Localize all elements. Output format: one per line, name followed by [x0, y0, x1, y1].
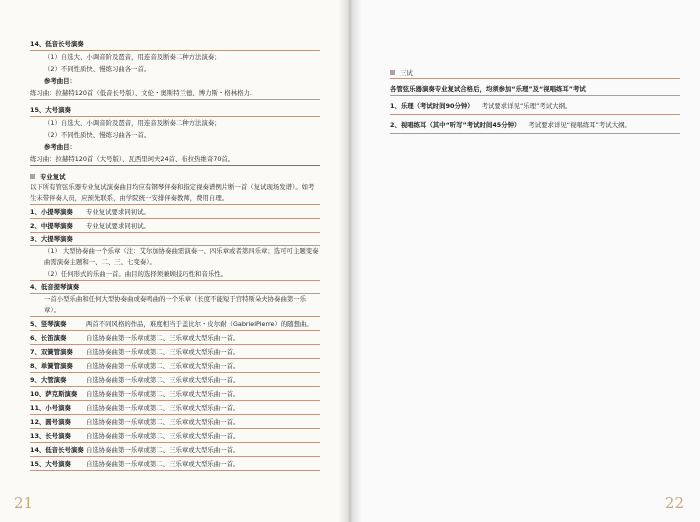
item-text: 自选协奏曲第一乐章或第二、三乐章或大型乐曲一首。 — [86, 404, 240, 412]
section-heading-label: 专业复试 — [40, 172, 66, 181]
requirement-line: （2）不同性质快、慢练习曲各一首。 — [44, 65, 151, 73]
list-item — [30, 345, 320, 359]
list-item — [30, 205, 320, 219]
item-label: 14、低音长号演奏 — [30, 446, 84, 454]
item-label: 1、小提琴演奏 — [30, 208, 73, 216]
list-item — [30, 387, 320, 401]
list-item — [30, 429, 320, 443]
item-label: 7、双簧管演奏 — [30, 348, 73, 356]
item-text: 自选协奏曲第一乐章或第二、三乐章或大型乐曲一首。 — [86, 418, 240, 426]
item-text: 考试要求详见“视唱练耳”考试大纲。 — [528, 120, 631, 129]
list-item — [30, 373, 320, 387]
section-heading-label: 三试 — [400, 68, 413, 77]
item-text: 自选协奏曲第一乐章或第二、三乐章或大型乐曲一首。 — [86, 446, 240, 454]
item-label: 15、大号演奏 — [30, 460, 71, 468]
item-label: 12、圆号演奏 — [30, 418, 71, 426]
page-number: 22 — [664, 494, 684, 512]
section-title: 15、大号演奏 — [30, 104, 320, 117]
item-label: 10、萨克斯演奏 — [30, 390, 78, 398]
square-bullet-icon — [30, 174, 35, 179]
reference-label: 参考曲目： — [44, 143, 76, 151]
instrument-list — [30, 317, 320, 471]
requirement-line: （2）不同性质快、慢练习曲各一首。 — [44, 131, 151, 139]
requirement-line: （1）自选大、小调音阶及琶音，用连音及断奏二种方法演奏； — [44, 119, 221, 127]
list-item — [390, 96, 680, 115]
list-item — [390, 115, 680, 134]
item-text: 专业复试要求同初试。 — [86, 222, 150, 230]
item-label: 5、竖琴演奏 — [30, 320, 67, 328]
intro-paragraph: 各管弦乐器演奏专业复试合格后，均须参加“乐理”及“视唱练耳”考试 — [390, 83, 680, 96]
page-number: 21 — [14, 494, 34, 512]
item-text: 自选协奏曲第一乐章或第二、三乐章或大型乐曲一首。 — [86, 390, 240, 398]
list-item — [30, 359, 320, 373]
item-label: 2、视唱练耳（其中“听写”考试时间45分钟） — [390, 120, 521, 129]
item-label: 8、单簧管演奏 — [30, 362, 73, 370]
item-text: 自选协奏曲第一乐章或第二、三乐章或大型乐曲一首。 — [86, 376, 240, 384]
item-text: 一首小型乐曲和任何大型协奏曲或奏鸣曲的一个乐章（长度不能短于宫特斯朵夫协奏曲第一乐章）。 — [30, 294, 320, 317]
reference-label: 参考曲目： — [44, 77, 76, 85]
list-item — [30, 401, 320, 415]
item-text: 自选协奏曲第一乐章或第二、三乐章或大型乐曲一首。 — [86, 334, 240, 342]
item-text: 自选协奏曲第一乐章或第二、三乐章或大型乐曲一首。 — [86, 432, 240, 440]
list-item — [30, 443, 320, 457]
right-page — [350, 0, 700, 522]
section-title: 14、低音长号演奏 — [30, 38, 320, 51]
item-label: 1、乐理（考试时间90分钟） — [390, 101, 474, 110]
item-text: 自选协奏曲第一乐章或第二、三乐章或大型乐曲一首。 — [86, 348, 240, 356]
left-page-content — [30, 38, 320, 471]
list-item — [30, 415, 320, 429]
item-label: 4、低音提琴演奏 — [30, 281, 320, 294]
item-text: 考试要求详见“乐理”考试大纲。 — [481, 101, 572, 110]
section-heading — [30, 170, 320, 182]
item-label: 9、大管演奏 — [30, 376, 67, 384]
item-label: 13、长号演奏 — [30, 432, 71, 440]
list-item — [30, 331, 320, 345]
item-text: 两首不同风格的作品，难度相当于盖比尔・皮尔耐（GabrielPierre）的随想曲。 — [86, 320, 313, 328]
item-text: 专业复试要求同初试。 — [86, 208, 150, 216]
right-page-content — [390, 66, 680, 134]
requirement-line: （1）自选大、小调音阶及琶音，用连音及断奏二种方法演奏； — [44, 53, 221, 61]
item-label: 3、大提琴演奏 — [30, 233, 320, 246]
item-label: 6、长笛演奏 — [30, 334, 67, 342]
item-text: 自选协奏曲第一乐章或第二、三乐章或大型乐曲一首。 — [86, 362, 240, 370]
item-text: 自选协奏曲第一乐章或第二、三乐章或大型乐曲一首。 — [86, 460, 240, 468]
book-gutter — [338, 0, 362, 522]
item-label: 11、小号演奏 — [30, 404, 71, 412]
intro-paragraph: 以下所有管弦乐器专业复试演奏曲目均应有钢琴伴奏和指定视奏谱例片断一首（复试现场发谱）。如考生未带伴奏人员，应预先联系，由学院统一安排伴奏教师，费用自理。 — [30, 182, 320, 205]
square-bullet-icon — [390, 70, 395, 75]
list-item — [30, 457, 320, 471]
item-label: 2、中提琴演奏 — [30, 222, 73, 230]
list-item — [30, 317, 320, 331]
item-text: （2）任何形式的乐曲一首。曲目的选择须兼顾技巧性和音乐性。 — [30, 268, 320, 281]
reference-text: 练习曲：拉赫特120首（低音长号版）、文伦・奥斯特兰德、博力斯・格林格力. — [30, 87, 320, 100]
item-text: （1） 大型协奏曲一个乐章（注：艾尔加协奏曲需演奏一、四乐章或者第四乐章；选可可主题变奏曲需演奏主题和一、二、三、七变奏）。 — [44, 247, 319, 266]
reference-text: 练习曲：拉赫特120首（大号版）、瓦西里珂夫24首、布拉热维奇70首。 — [30, 153, 320, 166]
section-heading — [390, 66, 680, 79]
list-item — [30, 219, 320, 233]
